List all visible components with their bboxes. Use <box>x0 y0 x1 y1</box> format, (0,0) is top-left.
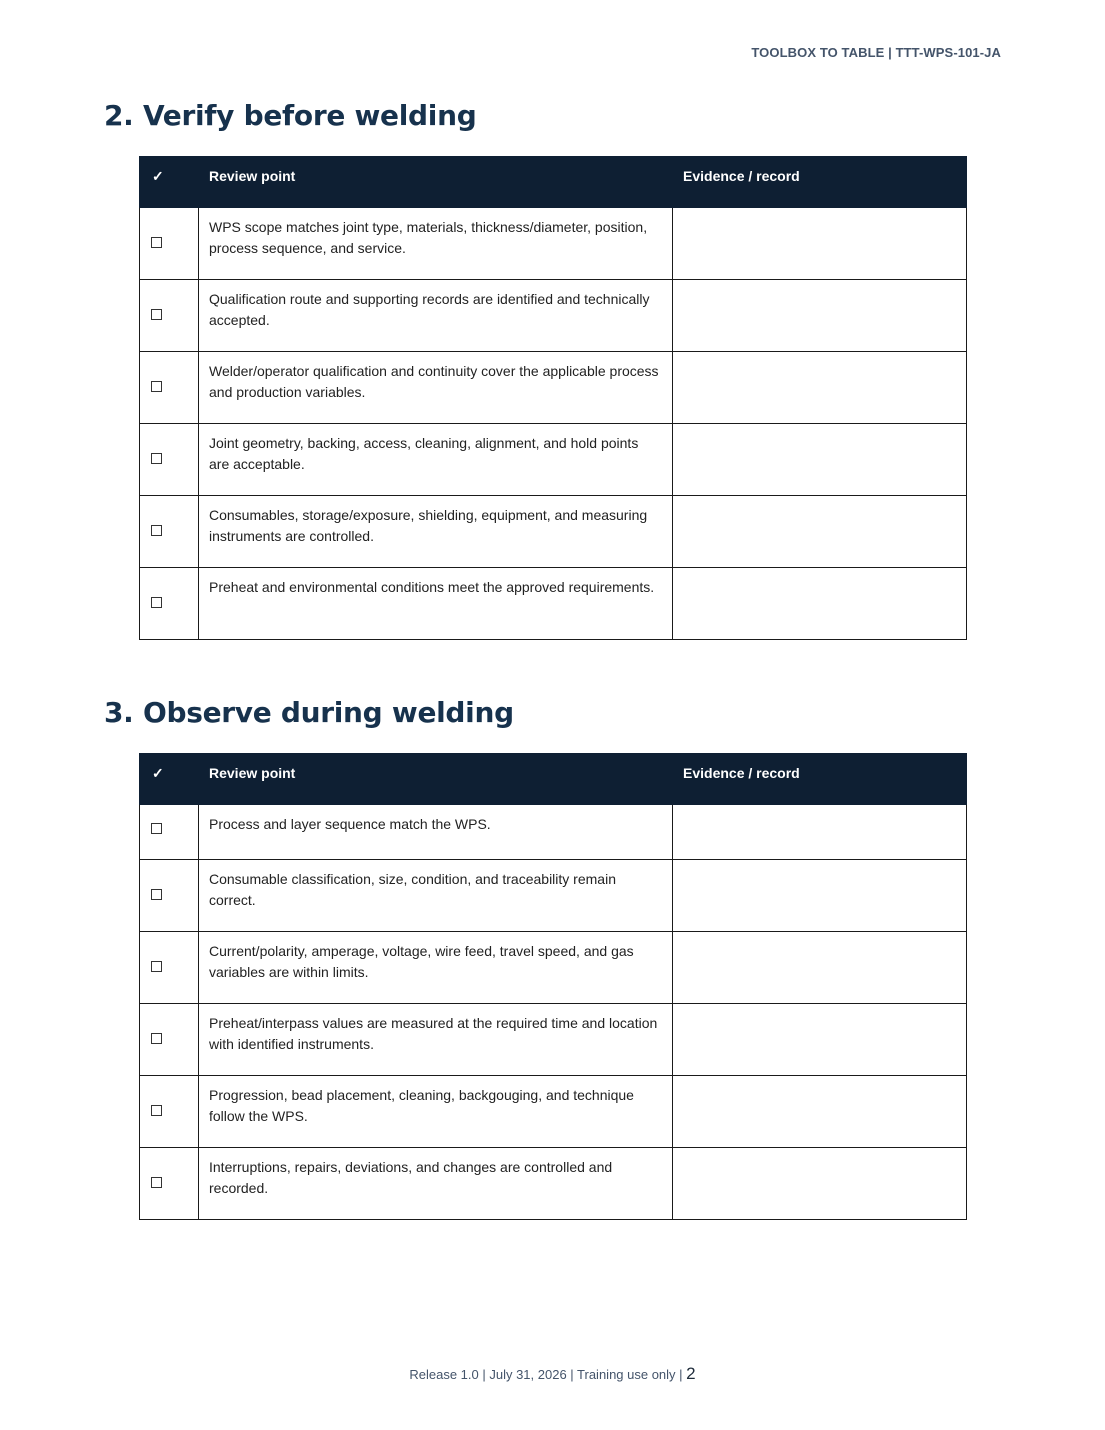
evidence-column-header: Evidence / record <box>673 754 967 805</box>
review-point-column-header: Review point <box>199 754 673 805</box>
review-point: Preheat/interpass values are measured at the required time and location with identified instruments. <box>199 1004 673 1076</box>
checkbox-cell[interactable] <box>140 568 199 640</box>
evidence-field[interactable] <box>673 805 967 860</box>
checkbox[interactable] <box>151 309 162 320</box>
table-header-row <box>140 157 967 208</box>
checkbox-cell[interactable] <box>140 860 199 932</box>
table-row <box>140 352 967 424</box>
evidence-field[interactable] <box>673 1148 967 1220</box>
review-point: Progression, bead placement, cleaning, backgouging, and technique follow the WPS. <box>199 1076 673 1148</box>
review-point: Process and layer sequence match the WPS. <box>199 805 673 860</box>
section-title-verify: 2. Verify before welding <box>104 99 477 132</box>
review-point: WPS scope matches joint type, materials, thickness/diameter, position, process sequence, and service. <box>199 208 673 280</box>
table-row <box>140 280 967 352</box>
table-row <box>140 860 967 932</box>
table-header-row <box>140 754 967 805</box>
checkbox-cell[interactable] <box>140 1004 199 1076</box>
evidence-field[interactable] <box>673 1076 967 1148</box>
table-row <box>140 1148 967 1220</box>
table-row <box>140 208 967 280</box>
evidence-field[interactable] <box>673 280 967 352</box>
checkbox[interactable] <box>151 381 162 392</box>
checkbox-cell[interactable] <box>140 280 199 352</box>
review-point: Current/polarity, amperage, voltage, wire feed, travel speed, and gas variables are within limits. <box>199 932 673 1004</box>
review-point: Preheat and environmental conditions meet the approved requirements. <box>199 568 673 640</box>
running-header: TOOLBOX TO TABLE | TTT-WPS-101-JA <box>751 45 1001 60</box>
checkbox-cell[interactable] <box>140 352 199 424</box>
check-column-header: ✓ <box>140 157 199 208</box>
evidence-field[interactable] <box>673 352 967 424</box>
evidence-field[interactable] <box>673 1004 967 1076</box>
checkbox[interactable] <box>151 889 162 900</box>
checkbox-cell[interactable] <box>140 208 199 280</box>
checkbox[interactable] <box>151 453 162 464</box>
section-title-observe: 3. Observe during welding <box>104 696 514 729</box>
page-number: 2 <box>686 1364 696 1383</box>
checkbox[interactable] <box>151 961 162 972</box>
review-point: Welder/operator qualification and continuity cover the applicable process and production variables. <box>199 352 673 424</box>
table-row <box>140 496 967 568</box>
evidence-field[interactable] <box>673 496 967 568</box>
checkbox-cell[interactable] <box>140 805 199 860</box>
evidence-field[interactable] <box>673 424 967 496</box>
evidence-field[interactable] <box>673 568 967 640</box>
checkbox[interactable] <box>151 525 162 536</box>
checkbox-cell[interactable] <box>140 424 199 496</box>
checkbox[interactable] <box>151 1177 162 1188</box>
review-point: Joint geometry, backing, access, cleaning, alignment, and hold points are acceptable. <box>199 424 673 496</box>
evidence-field[interactable] <box>673 860 967 932</box>
table-row <box>140 805 967 860</box>
checkbox[interactable] <box>151 237 162 248</box>
review-point: Interruptions, repairs, deviations, and changes are controlled and recorded. <box>199 1148 673 1220</box>
table-row <box>140 1076 967 1148</box>
checkbox-cell[interactable] <box>140 1148 199 1220</box>
check-column-header: ✓ <box>140 754 199 805</box>
checkbox[interactable] <box>151 597 162 608</box>
observe-checklist-table <box>139 753 967 1220</box>
verify-checklist-table <box>139 156 967 640</box>
checkbox[interactable] <box>151 823 162 834</box>
review-point: Consumable classification, size, condition, and traceability remain correct. <box>199 860 673 932</box>
checkbox[interactable] <box>151 1033 162 1044</box>
checkbox-cell[interactable] <box>140 496 199 568</box>
table-row <box>140 932 967 1004</box>
table-row <box>140 1004 967 1076</box>
table-row <box>140 568 967 640</box>
footer-text: Release 1.0 | July 31, 2026 | Training use only | <box>409 1367 683 1382</box>
checkbox-cell[interactable] <box>140 932 199 1004</box>
table-row <box>140 424 967 496</box>
checkbox-cell[interactable] <box>140 1076 199 1148</box>
page-footer <box>0 1364 1105 1384</box>
review-point: Consumables, storage/exposure, shielding, equipment, and measuring instruments are controlled. <box>199 496 673 568</box>
review-point-column-header: Review point <box>199 157 673 208</box>
evidence-column-header: Evidence / record <box>673 157 967 208</box>
evidence-field[interactable] <box>673 208 967 280</box>
review-point: Qualification route and supporting records are identified and technically accepted. <box>199 280 673 352</box>
checkbox[interactable] <box>151 1105 162 1116</box>
evidence-field[interactable] <box>673 932 967 1004</box>
